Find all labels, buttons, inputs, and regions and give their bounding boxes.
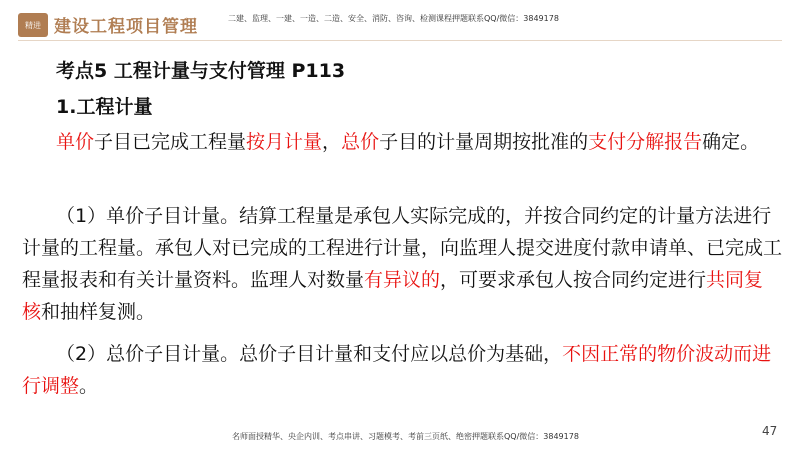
- body-text: ，可要求承包人按合同约定进行: [440, 269, 707, 291]
- body-text: （1）单价子目计量。结算工程量是承包人实际完成的，并按合同约定的计量方法进行计量的工程量。承包人对已完成的工程进行计量，向监理人提交进度付款申请单、已完成工程量报表和有关计量资料。监理人对数量: [22, 205, 783, 291]
- highlight-text: 支付分解报告: [588, 131, 703, 153]
- highlight-text: 有异议的: [364, 269, 441, 291]
- paragraph-2: [22, 200, 782, 328]
- body-text: ，: [322, 131, 342, 153]
- footer-contact-note: 名师面授精华、央企内训、考点串讲、习题模考、考前三页纸、绝密押题联系QQ/微信：3849178: [232, 432, 579, 441]
- body-text: 。: [79, 375, 99, 397]
- highlight-text: 共同复核: [22, 269, 764, 323]
- paragraph-1: [22, 126, 782, 158]
- body-text: 子目已完成工程量: [94, 131, 247, 153]
- body-text: 和抽样复测。: [41, 301, 156, 323]
- logo-text: 精进: [25, 20, 41, 30]
- section-title: 1.工程计量: [56, 96, 153, 118]
- course-title: 建设工程项目管理: [54, 17, 198, 37]
- body-text: 子目的计量周期按批准的: [379, 131, 589, 153]
- header: [0, 0, 800, 46]
- point-title: 考点5 工程计量与支付管理 P113: [56, 60, 346, 82]
- header-contact-note: 二建、监理、一建、一造、二造、安全、消防、咨询、检测课程押题联系QQ/微信：3849178: [228, 14, 559, 23]
- highlight-text: 按月计量: [246, 131, 323, 153]
- header-divider: [18, 40, 782, 41]
- body-text: 确定。: [702, 131, 760, 153]
- paragraph-3: [22, 338, 782, 402]
- page-number: 47: [762, 424, 778, 438]
- body-text: （2）总价子目计量。总价子目计量和支付应以总价为基础，: [56, 343, 563, 365]
- highlight-text: 不因正常的物价波动而进行调整: [22, 343, 772, 397]
- highlight-text: 总价: [341, 131, 380, 153]
- highlight-text: 单价: [56, 131, 95, 153]
- brand-logo: [18, 13, 48, 37]
